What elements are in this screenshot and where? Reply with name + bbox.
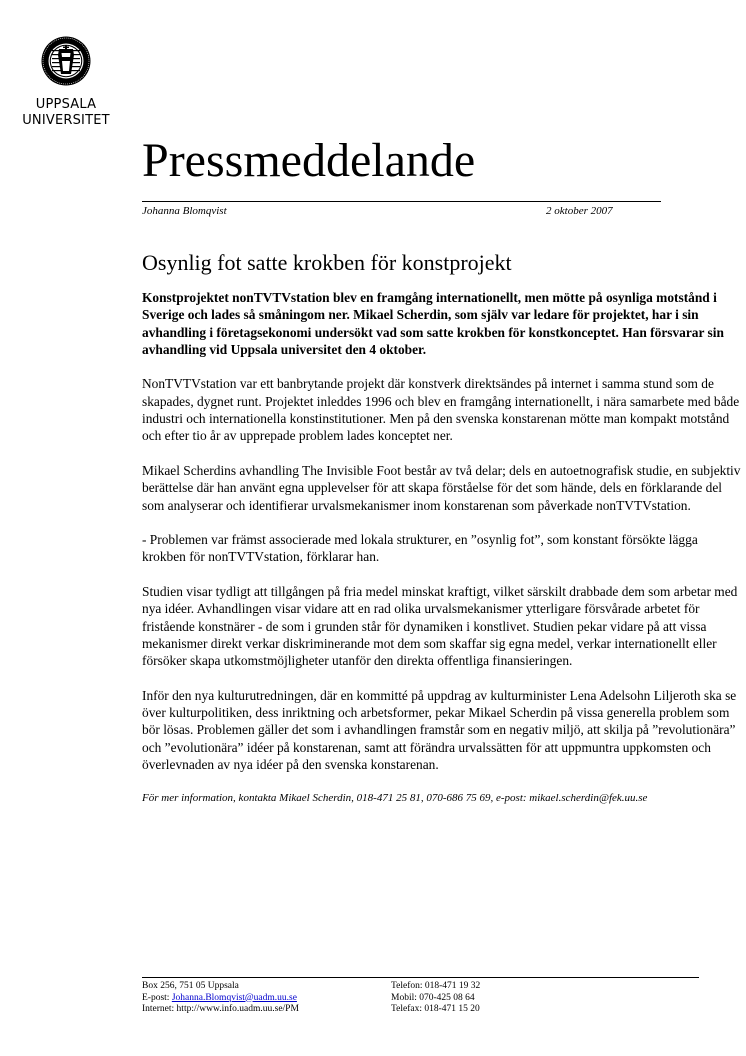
header-divider xyxy=(142,201,661,202)
body-paragraph: NonTVTVstation var ett banbrytande projekt där konstverk direktsändes på internet i samma stund som de skapades, dygnet runt. Projektet inleddes 1996 och blev en framgång internationellt, i nära samarbete med både industri och internationella konstinstitutioner. Men på den svenska konstarenan mötte man kompakt motstånd och efter tio år av upprepade problem lades konceptet ner. xyxy=(142,376,740,444)
university-seal-logo xyxy=(41,36,91,86)
footer-fax: Telefax: 018-471 15 20 xyxy=(391,1004,480,1014)
body-paragraph: Inför den nya kulturutredningen, där en kommitté på uppdrag av kulturminister Lena Adelsohn Liljeroth ska se över kulturpolitiken, dess inriktning och arbetsformer, pekar Mikael Scherdin på vissa generella problem som bör lösas. Problemen gäller det som i avhandlingen framstår som en negativ miljö, att skilja på ”revolutionära” och ”evolutionära” idéer på konstarenan, samt att förändra urvalssätten för att uppmuntra uppkomsten och överlevnaden av nya idéer på den svenska konstarenan. xyxy=(142,687,737,773)
body-paragraph: Studien visar tydligt att tillgången på fria medel minskat kraftigt, vilket särskilt drabbade dem som arbetar med nya idéer. Avhandlingen visar vidare att en rad olika urvalsmekanismer ytterligare försvårade arbetet för fristående konstnärer - de som i grunden står för dynamiken i konstlivet. Studien pekar vidare på att vissa mekanismer direkt verkar diskriminerande mot dem som skaffar sig egna medel, verkar internationellt eller försöker skapa utkomstmöjligheter utanför den direkta offentliga finansieringen. xyxy=(142,584,738,669)
footer-internet: Internet: http://www.info.uadm.uu.se/PM xyxy=(142,1004,299,1014)
article-headline: Osynlig fot satte krokben för konstprojekt xyxy=(142,250,512,275)
body-paragraph: - Problemen var främst associerade med lokala strukturer, en ”osynlig fot”, som konstant försökte lägga krokben för nonTVTVstation, förklarar han. xyxy=(142,532,698,565)
footer-email-line xyxy=(142,993,299,1005)
footer-contact-left xyxy=(142,981,299,1016)
author-name: Johanna Blomqvist xyxy=(142,205,227,217)
university-name-line1: UPPSALA xyxy=(35,97,97,112)
footer-contact-right xyxy=(391,981,480,1016)
footer-email-link[interactable]: Johanna.Blomqvist@uadm.uu.se xyxy=(171,992,297,1003)
university-name-line2: UNIVERSITET xyxy=(22,113,110,128)
lead-paragraph: Konstprojektet nonTVTVstation blev en framgång internationellt, men mötte på osynliga motstånd i Sverige och lades så småningom ner. Mikael Scherdin, som själv var ledare för projektet, har i sin avhandling i företagsekonomi undersökt vad som satte krokben för konstkonceptet. Han försvarar sin avhandling vid Uppsala universitet den 4 oktober. xyxy=(142,290,724,357)
body-paragraph: Mikael Scherdins avhandling The Invisible Foot består av två delar; dels en autoetnografisk studie, en subjektiv berättelse där han använt egna upplevelser för att skapa förståelse för det som hände, dels en förklarande del som analyserar och identifierar urvalsmekanismer inom konstarenan som påverkade nonTVTVstation. xyxy=(142,462,741,513)
footer-email-label: E-post: xyxy=(142,992,172,1003)
article-body xyxy=(142,289,742,822)
footer-phone: Telefon: 018-471 19 32 xyxy=(391,981,481,991)
footer-address: Box 256, 751 05 Uppsala xyxy=(142,981,239,991)
document-title: Pressmeddelande xyxy=(142,134,476,187)
university-name xyxy=(0,97,132,129)
release-date: 2 oktober 2007 xyxy=(546,205,613,217)
footer-divider xyxy=(142,977,699,978)
footer-mobile: Mobil: 070-425 08 64 xyxy=(391,992,475,1003)
contact-info: För mer information, kontakta Mikael Scherdin, 018-471 25 81, 070-686 75 69, e-post: mikael.scherdin@fek.uu.se xyxy=(142,791,648,804)
